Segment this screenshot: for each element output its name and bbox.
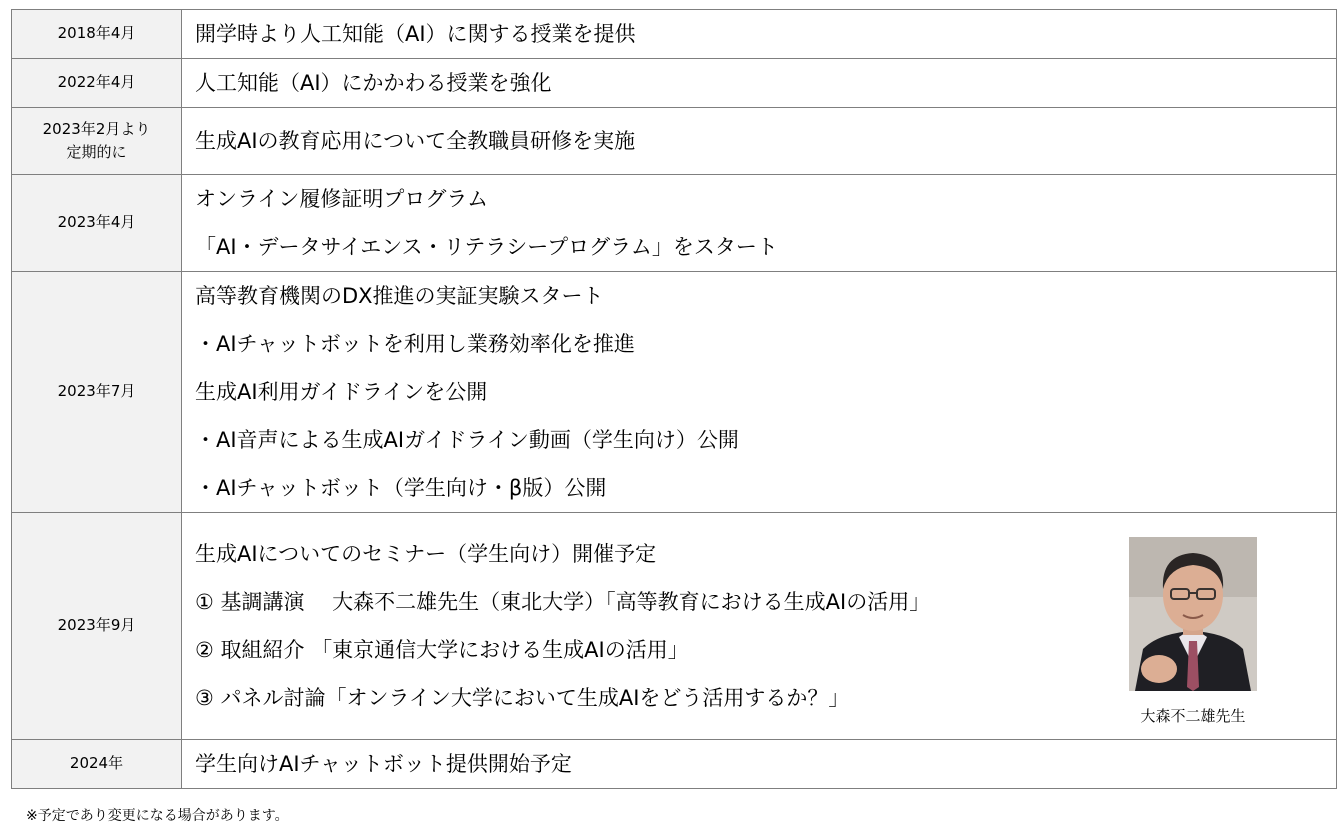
- content-line: 「AI・データサイエンス・リテラシープログラム」をスタート: [195, 235, 778, 259]
- date-text: 2022年4月: [57, 73, 136, 92]
- content-cell: [182, 10, 1337, 59]
- content-line: ② 取組紹介 「東京通信大学における生成AIの活用」: [195, 638, 689, 662]
- content-line: ① 基調講演 大森不二雄先生（東北大学）「高等教育における生成AIの活用」: [195, 590, 931, 614]
- content-cell: [182, 108, 1337, 175]
- date-text: 2023年4月: [57, 213, 136, 232]
- table-row: [12, 59, 1337, 108]
- table-row: [12, 10, 1337, 59]
- date-text: 2023年9月: [57, 616, 136, 635]
- date-text: 2024年: [69, 754, 124, 773]
- content-line: 生成AIについてのセミナー（学生向け）開催予定: [195, 542, 657, 566]
- timeline-table: [11, 9, 1337, 789]
- date-text: 定期的に: [66, 143, 127, 161]
- table-row: [12, 740, 1337, 789]
- content-cell: [182, 513, 1337, 740]
- content-cell: [182, 59, 1337, 108]
- content-line: 人工知能（AI）にかかわる授業を強化: [195, 71, 552, 95]
- speaker-portrait-image: [1129, 537, 1257, 691]
- table-row: [12, 272, 1337, 513]
- content-line: 開学時より人工知能（AI）に関する授業を提供: [195, 22, 636, 46]
- date-text: 2023年7月: [57, 382, 136, 401]
- content-line: 生成AIの教育応用について全教職員研修を実施: [195, 129, 636, 153]
- date-cell: [12, 175, 182, 272]
- photo-caption: 大森不二雄先生: [1140, 707, 1246, 725]
- content-cell: [182, 175, 1337, 272]
- content-line: 生成AI利用ガイドラインを公開: [195, 380, 488, 404]
- date-cell: [12, 740, 182, 789]
- date-cell: [12, 272, 182, 513]
- content-cell: [182, 740, 1337, 789]
- table-row: [12, 175, 1337, 272]
- content-line: ③ パネル討論「オンライン大学において生成AIをどう活用するか？」: [195, 686, 850, 710]
- content-line: ・AIチャットボットを利用し業務効率化を推進: [195, 332, 635, 356]
- content-cell: [182, 272, 1337, 513]
- date-text: 2018年4月: [57, 24, 136, 43]
- content-line: 高等教育機関のDX推進の実証実験スタート: [195, 284, 604, 308]
- table-row: [12, 513, 1337, 740]
- date-cell: [12, 59, 182, 108]
- date-cell: [12, 10, 182, 59]
- date-text: 2023年2月より: [42, 119, 151, 138]
- footnote: ※予定であり変更になる場合があります。: [26, 808, 289, 824]
- speaker-photo: [1129, 537, 1257, 691]
- content-line: ・AIチャットボット（学生向け・β版）公開: [195, 476, 607, 500]
- table-row: [12, 108, 1337, 175]
- content-line: ・AI音声による生成AIガイドライン動画（学生向け）公開: [195, 428, 739, 452]
- date-cell: [12, 513, 182, 740]
- date-cell: [12, 108, 182, 175]
- content-line: オンライン履修証明プログラム: [195, 187, 489, 211]
- content-line: 学生向けAIチャットボット提供開始予定: [195, 752, 572, 776]
- speaker-photo-block: [1128, 537, 1258, 726]
